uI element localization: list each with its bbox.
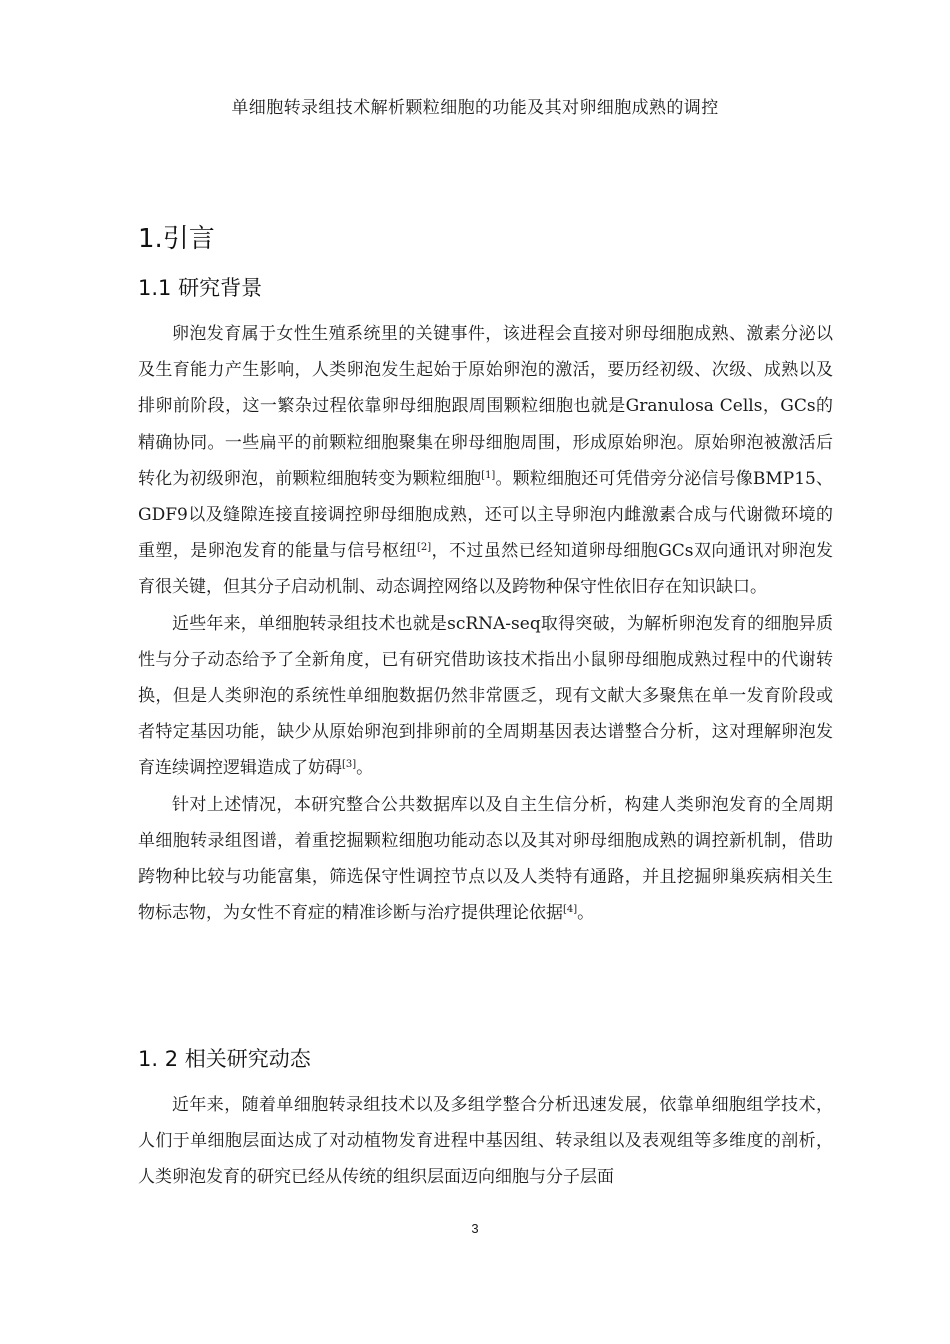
citation-ref: [4] bbox=[563, 904, 578, 916]
page-number: 3 bbox=[471, 1221, 479, 1236]
citation-ref: [2] bbox=[416, 542, 432, 554]
related-work-paragraph-1: 近年来，随着单细胞转录组技术以及多组学整合分析迅速发展，依靠单细胞组学技术，人们于单细胞层面达成了对动植物发育进程中基因组、转录组以及表观组等多维度的剖析，人类卵泡发育的研究已经从传统的组织层面迈向细胞与分子层面 bbox=[138, 1095, 833, 1188]
citation-ref: [1] bbox=[481, 469, 496, 481]
background-paragraph-2 bbox=[138, 606, 833, 787]
subsection-heading-related-work: 1. 2 相关研究动态 bbox=[138, 1047, 311, 1071]
related-work-paragraphs bbox=[138, 1087, 833, 1196]
paragraph-text: 。颗粒细胞还可凭借旁分泌信号像BMP15、GDF9以及缝隙连接直接调控卵母细胞成熟，还可以主导卵泡内雌激素合成与代谢微环境的重塑，是卵泡发育的能量与信号枢纽 bbox=[138, 468, 833, 562]
background-paragraphs bbox=[138, 316, 833, 931]
paragraph-text: 针对上述情况，本研究整合公共数据库以及自主生信分析，构建人类卵泡发育的全周期单细胞转录组图谱，着重挖掘颗粒细胞功能动态以及其对卵母细胞成熟的调控新机制，借助跨物种比较与功能富集，筛选保守性调控节点以及人类特有通路，并且挖掘卵巢疾病相关生物标志物，为女性不育症的精准诊断与治疗提供理论依据 bbox=[138, 794, 833, 924]
background-paragraph-3 bbox=[138, 787, 833, 932]
paragraph-text: 卵泡发育属于女性生殖系统里的关键事件，该进程会直接对卵母细胞成熟、激素分泌以及生育能力产生影响，人类卵泡发生起始于原始卵泡的激活，要历经初级、次级、成熟以及排卵前阶段，这一繁杂过程依靠卵母细胞跟周围颗粒细胞也就是Granulosa Cells，GCs的精确协同。一些扁平的前颗粒细胞聚集在卵母细胞周围，形成原始卵泡。原始卵泡被激活后转化为初级卵泡，前颗粒细胞转变为颗粒细胞 bbox=[138, 324, 833, 489]
paragraph-text: 。 bbox=[577, 903, 595, 924]
citation-ref: [3] bbox=[342, 759, 357, 771]
paragraph-text: ，不过虽然已经知道卵母细胞GCs双向通讯对卵泡发育很关键，但其分子启动机制、动态调控网络以及跨物种保守性依旧存在知识缺口。 bbox=[138, 541, 833, 598]
paragraph-text: 。 bbox=[356, 758, 374, 779]
section-heading-introduction: 1.引言 bbox=[138, 224, 215, 254]
subsection-heading-background: 1.1 研究背景 bbox=[138, 276, 263, 300]
running-header: 单细胞转录组技术解析颗粒细胞的功能及其对卵细胞成熟的调控 bbox=[231, 98, 719, 118]
paragraph-text: 近些年来，单细胞转录组技术也就是scRNA-seq取得突破，为解析卵泡发育的细胞异质性与分子动态给予了全新角度，已有研究借助该技术指出小鼠卵母细胞成熟过程中的代谢转换，但是人类卵泡的系统性单细胞数据仍然非常匮乏，现有文献大多聚焦在单一发育阶段或者特定基因功能，缺少从原始卵泡到排卵前的全周期基因表达谱整合分析，这对理解卵泡发育连续调控逻辑造成了妨碍 bbox=[138, 613, 833, 779]
background-paragraph-1 bbox=[138, 316, 833, 606]
